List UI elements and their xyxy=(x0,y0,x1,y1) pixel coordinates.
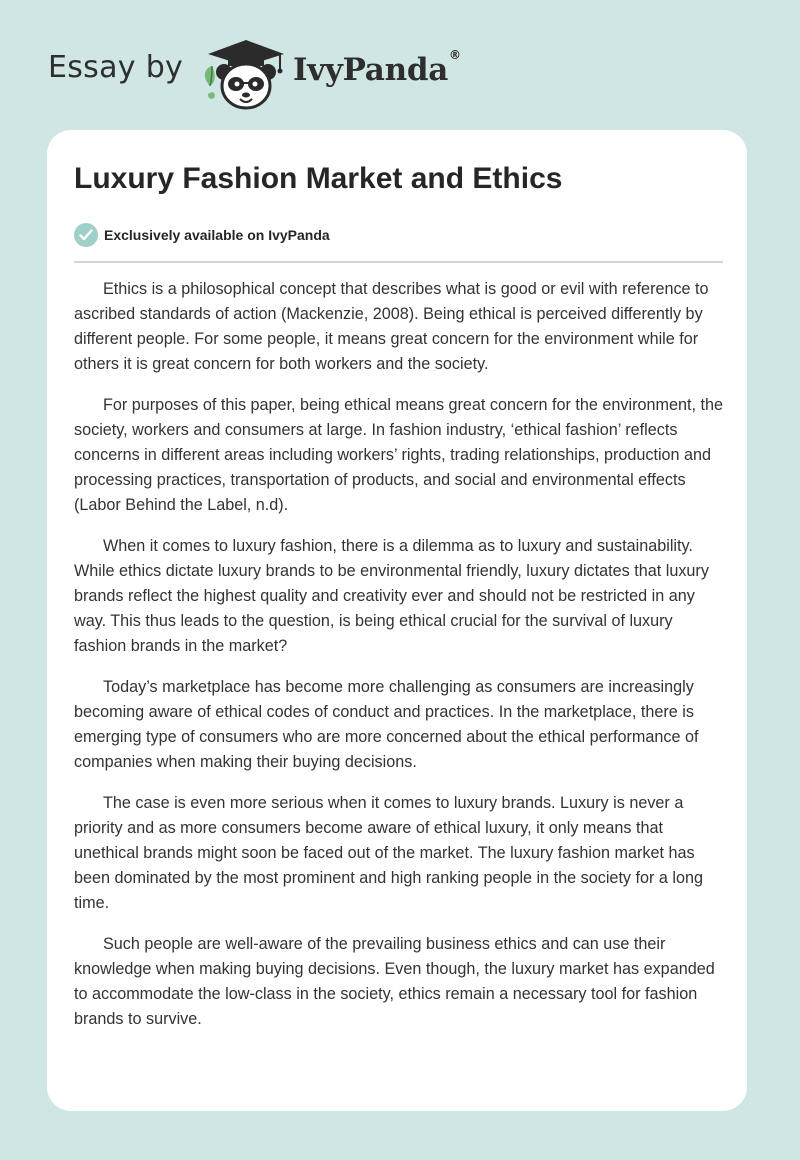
essay-title: Luxury Fashion Market and Ethics xyxy=(74,162,563,195)
essay-body xyxy=(74,277,726,1048)
paragraph: Such people are well-aware of the prevailing business ethics and can use their knowledge when making buying decisions. Even though, the luxury market has expanded to accommodate the low-class in the society, ethics remain a necessary tool for fashion brands to survive. xyxy=(74,935,715,1028)
exclusive-label: Exclusively available on IvyPanda xyxy=(104,227,330,243)
check-circle-icon xyxy=(74,223,98,247)
panda-graduation-cap-icon[interactable] xyxy=(200,36,290,112)
paragraph: Today’s marketplace has become more challenging as consumers are increasingly becoming aware of ethical codes of conduct and practices. In the marketplace, there is emerging type of consumers who are more concerned about the ethical performance of companies when making their buying decisions. xyxy=(74,678,699,771)
essay-card xyxy=(47,130,747,1111)
exclusive-badge xyxy=(74,222,330,248)
site-header xyxy=(0,0,800,130)
essay-by-label: Essay by xyxy=(48,50,184,85)
paragraph: The case is even more serious when it comes to luxury brands. Luxury is never a priority and as more consumers become aware of ethical luxury, it only means that unethical brands might soon be faced out of the market. The luxury fashion market has been dominated by the most prominent and high ranking people in the society for a long time. xyxy=(74,794,704,912)
paragraph: When it comes to luxury fashion, there is a dilemma as to luxury and sustainability. While ethics dictate luxury brands to be environmental friendly, luxury dictates that luxury brands reflect the highest quality and creativity ever and should not be restricted in any way. This thus leads to the question, is being ethical crucial for the survival of luxury fashion brands in the market? xyxy=(74,537,709,655)
paragraph: For purposes of this paper, being ethical means great concern for the environment, the society, workers and consumers at large. In fashion industry, ‘ethical fashion’ reflects concerns in different areas including workers’ rights, trading relationships, production and processing practices, transportation of products, and social and environmental effects (Labor Behind the Label, n.d). xyxy=(74,396,723,514)
brand-name[interactable] xyxy=(293,47,461,88)
brand-name-text: IvyPanda xyxy=(293,52,448,88)
paragraph: Ethics is a philosophical concept that describes what is good or evil with reference to ascribed standards of action (Mackenzie, 2008). Being ethical is perceived differently by different people. For some people, it means great concern for the environment while for others it is great concern for both workers and the society. xyxy=(74,280,709,373)
divider xyxy=(74,261,723,263)
registered-mark: ® xyxy=(449,47,461,62)
